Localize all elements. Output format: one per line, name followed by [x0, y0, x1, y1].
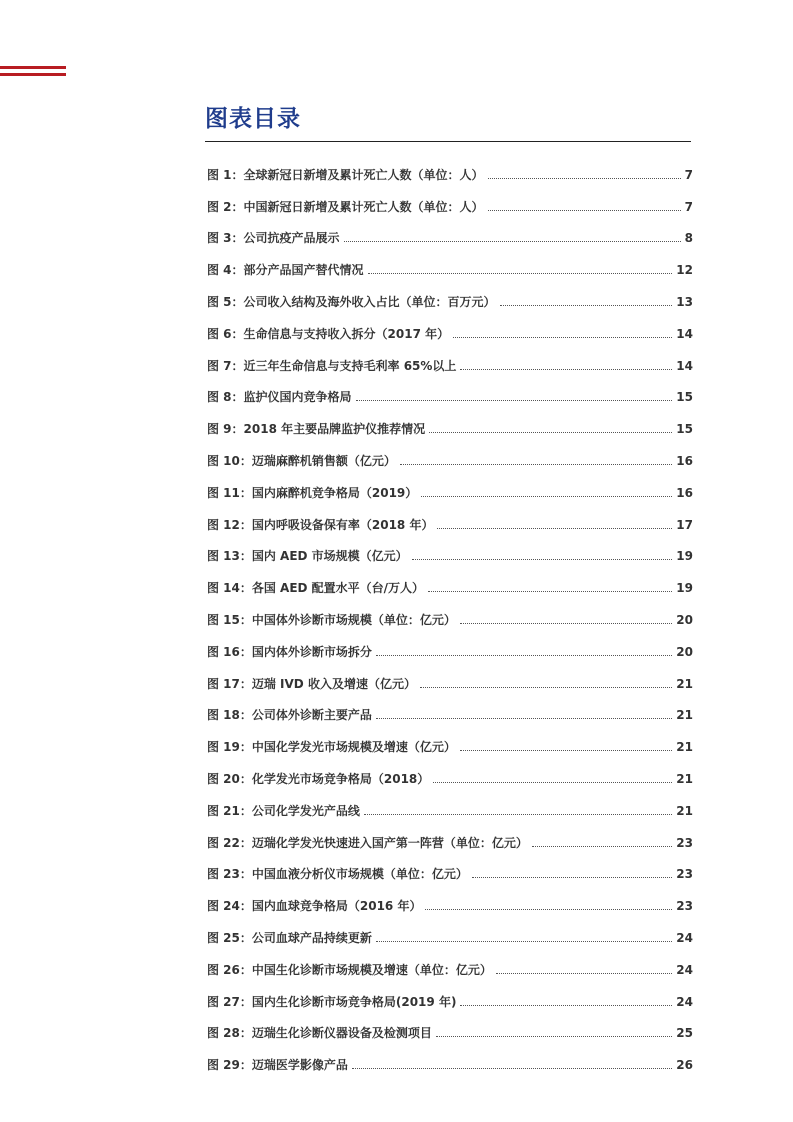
toc-entry-page-number: 13 — [676, 294, 693, 309]
toc-entry-page-number: 21 — [676, 676, 693, 691]
toc-entry[interactable] — [207, 851, 693, 883]
toc-entry-page-number: 19 — [676, 549, 693, 564]
toc-dot-leader — [420, 687, 672, 688]
toc-entry[interactable] — [207, 882, 693, 914]
toc-entry-label: 图 12：国内呼吸设备保有率（2018 年） — [207, 517, 434, 532]
toc-dot-leader — [400, 464, 672, 465]
toc-entry[interactable] — [207, 692, 693, 724]
toc-entry[interactable] — [207, 278, 693, 310]
toc-entry-label: 图 29：迈瑞医学影像产品 — [207, 1058, 348, 1073]
toc-entry-page-number: 21 — [676, 708, 693, 723]
toc-dot-leader — [344, 241, 681, 242]
toc-entry-label: 图 28：迈瑞生化诊断仪器设备及检测项目 — [207, 1026, 432, 1041]
toc-dot-leader — [488, 178, 681, 179]
toc-entry-label: 图 10：迈瑞麻醉机销售额（亿元） — [207, 453, 396, 468]
toc-dot-leader — [376, 941, 672, 942]
toc-entry[interactable] — [207, 183, 693, 215]
toc-entry[interactable] — [207, 596, 693, 628]
toc-entry-page-number: 21 — [676, 771, 693, 786]
toc-dot-leader — [364, 814, 672, 815]
toc-entry-label: 图 6：生命信息与支持收入拆分（2017 年） — [207, 326, 450, 341]
toc-entry-label: 图 5：公司收入结构及海外收入占比（单位：百万元） — [207, 294, 496, 309]
toc-entry-label: 图 20：化学发光市场竞争格局（2018） — [207, 771, 430, 786]
toc-dot-leader — [368, 273, 673, 274]
toc-entry-label: 图 14：各国 AED 配置水平（台/万人） — [207, 581, 425, 596]
toc-dot-leader — [352, 1068, 672, 1069]
toc-entry-label: 图 19：中国化学发光市场规模及增速（亿元） — [207, 740, 456, 755]
toc-dot-leader — [421, 496, 672, 497]
toc-entry-label: 图 15：中国体外诊断市场规模（单位：亿元） — [207, 612, 456, 627]
toc-entry-page-number: 20 — [676, 612, 693, 627]
toc-dot-leader — [425, 909, 672, 910]
figure-toc-list — [207, 151, 693, 1073]
toc-entry[interactable] — [207, 533, 693, 565]
toc-entry-label: 图 4：部分产品国产替代情况 — [207, 263, 364, 278]
toc-entry-label: 图 1：全球新冠日新增及累计死亡人数（单位：人） — [207, 167, 484, 182]
toc-dot-leader — [460, 1005, 672, 1006]
toc-entry[interactable] — [207, 501, 693, 533]
toc-entry[interactable] — [207, 628, 693, 660]
toc-dot-leader — [376, 718, 672, 719]
toc-entry-page-number: 24 — [676, 930, 693, 945]
toc-entry-page-number: 19 — [676, 581, 693, 596]
toc-dot-leader — [460, 369, 672, 370]
toc-entry-page-number: 23 — [676, 867, 693, 882]
toc-entry-label: 图 26：中国生化诊断市场规模及增速（单位：亿元） — [207, 962, 492, 977]
header-accent-bar-top — [0, 66, 66, 69]
toc-dot-leader — [472, 877, 672, 878]
toc-entry-page-number: 26 — [676, 1058, 693, 1073]
toc-entry[interactable] — [207, 1041, 693, 1073]
toc-entry-label: 图 7：近三年生命信息与支持毛利率 65%以上 — [207, 358, 457, 373]
toc-entry-label: 图 11：国内麻醉机竞争格局（2019） — [207, 485, 418, 500]
toc-entry-page-number: 15 — [676, 390, 693, 405]
toc-entry-page-number: 14 — [676, 358, 693, 373]
toc-entry-page-number: 21 — [676, 803, 693, 818]
toc-entry-page-number: 25 — [676, 1026, 693, 1041]
toc-dot-leader — [532, 846, 672, 847]
toc-entry-page-number: 20 — [676, 644, 693, 659]
toc-entry[interactable] — [207, 342, 693, 374]
toc-entry-label: 图 22：迈瑞化学发光快速进入国产第一阵营（单位：亿元） — [207, 835, 528, 850]
toc-dot-leader — [436, 1036, 672, 1037]
toc-dot-leader — [428, 591, 672, 592]
toc-dot-leader — [488, 210, 681, 211]
toc-dot-leader — [412, 559, 673, 560]
toc-entry-label: 图 16：国内体外诊断市场拆分 — [207, 644, 372, 659]
toc-entry[interactable] — [207, 469, 693, 501]
toc-entry-page-number: 16 — [676, 453, 693, 468]
toc-entry-page-number: 23 — [676, 835, 693, 850]
toc-entry[interactable] — [207, 374, 693, 406]
toc-entry-label: 图 17：迈瑞 IVD 收入及增速（亿元） — [207, 676, 416, 691]
toc-entry[interactable] — [207, 946, 693, 978]
page-title: 图表目录 — [205, 106, 301, 132]
toc-entry-label: 图 8：监护仪国内竞争格局 — [207, 390, 352, 405]
toc-entry[interactable] — [207, 151, 693, 183]
toc-entry[interactable] — [207, 310, 693, 342]
toc-entry-page-number: 15 — [676, 422, 693, 437]
toc-entry-page-number: 8 — [684, 231, 693, 246]
toc-entry-label: 图 18：公司体外诊断主要产品 — [207, 708, 372, 723]
toc-entry-page-number: 23 — [676, 899, 693, 914]
toc-entry-label: 图 3：公司抗疫产品展示 — [207, 231, 340, 246]
toc-dot-leader — [496, 973, 672, 974]
toc-entry-label: 图 21：公司化学发光产品线 — [207, 803, 360, 818]
toc-dot-leader — [460, 750, 672, 751]
toc-entry[interactable] — [207, 819, 693, 851]
toc-entry-label: 图 9：2018 年主要品牌监护仪推荐情况 — [207, 422, 426, 437]
toc-dot-leader — [460, 623, 672, 624]
toc-entry-label: 图 23：中国血液分析仪市场规模（单位：亿元） — [207, 867, 468, 882]
toc-entry-page-number: 7 — [684, 199, 693, 214]
toc-entry[interactable] — [207, 723, 693, 755]
toc-entry[interactable] — [207, 564, 693, 596]
toc-entry-label: 图 24：国内血球竞争格局（2016 年） — [207, 899, 422, 914]
toc-dot-leader — [500, 305, 673, 306]
toc-entry[interactable] — [207, 914, 693, 946]
toc-entry-label: 图 27：国内生化诊断市场竞争格局(2019 年) — [207, 994, 457, 1009]
toc-dot-leader — [453, 337, 672, 338]
toc-entry[interactable] — [207, 405, 693, 437]
toc-dot-leader — [376, 655, 672, 656]
toc-entry[interactable] — [207, 978, 693, 1010]
toc-entry[interactable] — [207, 787, 693, 819]
header-accent-bar-bottom — [0, 73, 66, 76]
toc-entry[interactable] — [207, 246, 693, 278]
toc-entry-label: 图 25：公司血球产品持续更新 — [207, 930, 372, 945]
toc-entry[interactable] — [207, 1010, 693, 1042]
toc-entry[interactable] — [207, 660, 693, 692]
toc-entry-page-number: 21 — [676, 740, 693, 755]
toc-entry-label: 图 2：中国新冠日新增及累计死亡人数（单位：人） — [207, 199, 484, 214]
toc-entry-page-number: 12 — [676, 263, 693, 278]
toc-entry-page-number: 24 — [676, 994, 693, 1009]
toc-entry[interactable] — [207, 215, 693, 247]
toc-dot-leader — [429, 432, 672, 433]
toc-entry[interactable] — [207, 437, 693, 469]
title-divider — [205, 141, 691, 142]
toc-entry-label: 图 13：国内 AED 市场规模（亿元） — [207, 549, 408, 564]
toc-entry-page-number: 7 — [684, 167, 693, 182]
toc-entry-page-number: 17 — [676, 517, 693, 532]
toc-entry-page-number: 16 — [676, 485, 693, 500]
toc-entry[interactable] — [207, 755, 693, 787]
toc-dot-leader — [356, 400, 673, 401]
toc-entry-page-number: 14 — [676, 326, 693, 341]
toc-dot-leader — [433, 782, 672, 783]
toc-entry-page-number: 24 — [676, 962, 693, 977]
toc-dot-leader — [437, 528, 672, 529]
